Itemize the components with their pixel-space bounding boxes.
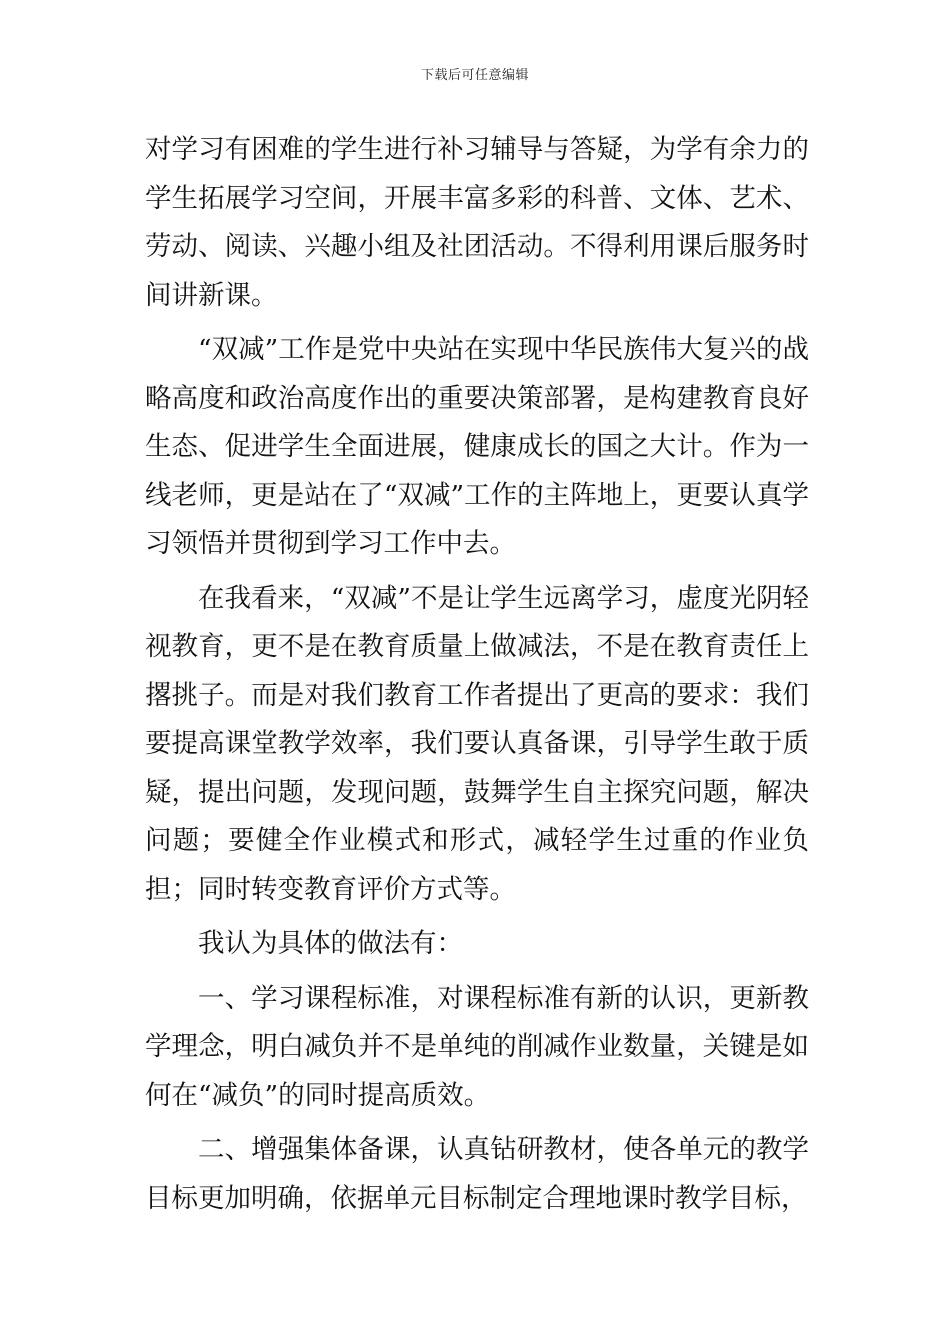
paragraph-1: 对学习有困难的学生进行补习辅导与答疑，为学有余力的学生拓展学习空间，开展丰富多彩的科普、文体、艺术、劳动、阅读、兴趣小组及社团活动。不得利用课后服务时间讲新课。 xyxy=(145,134,809,311)
page-header: 下载后可任意编辑 xyxy=(420,68,529,83)
paragraph-5: 一、学习课程标准，对课程标准有新的认识，更新教学理念，明白减负并不是单纯的削减作业数量，关键是如何在“减负”的同时提高质效。 xyxy=(145,982,809,1111)
paragraph-2: “双减”工作是党中央站在实现中华民族伟大复兴的战略高度和政治高度作出的重要决策部署，是构建教育良好生态、促进学生全面进展，健康成长的国之大计。作为一线老师，更是站在了“双减”工作的主阵地上，更要认真学习领悟并贯彻到学习工作中去。 xyxy=(145,334,809,559)
paragraph-6: 二、增强集体备课，认真钻研教材，使各单元的教学目标更加明确，依据单元目标制定合理地课时教学目标， xyxy=(145,1134,809,1214)
paragraph-4: 我认为具体的做法有： xyxy=(198,928,463,959)
document-body xyxy=(145,126,809,1229)
paragraph-3: 在我看来，“双减”不是让学生远离学习，虚度光阴轻视教育，更不是在教育质量上做减法，不是在教育责任上撂挑子。而是对我们教育工作者提出了更高的要求：我们要提高课堂教学效率，我们要认真备课，引导学生敢于质疑，提出问题，发现问题，鼓舞学生自主探究问题，解决问题；要健全作业模式和形式，减轻学生过重的作业负担；同时转变教育评价方式等。 xyxy=(145,582,809,905)
